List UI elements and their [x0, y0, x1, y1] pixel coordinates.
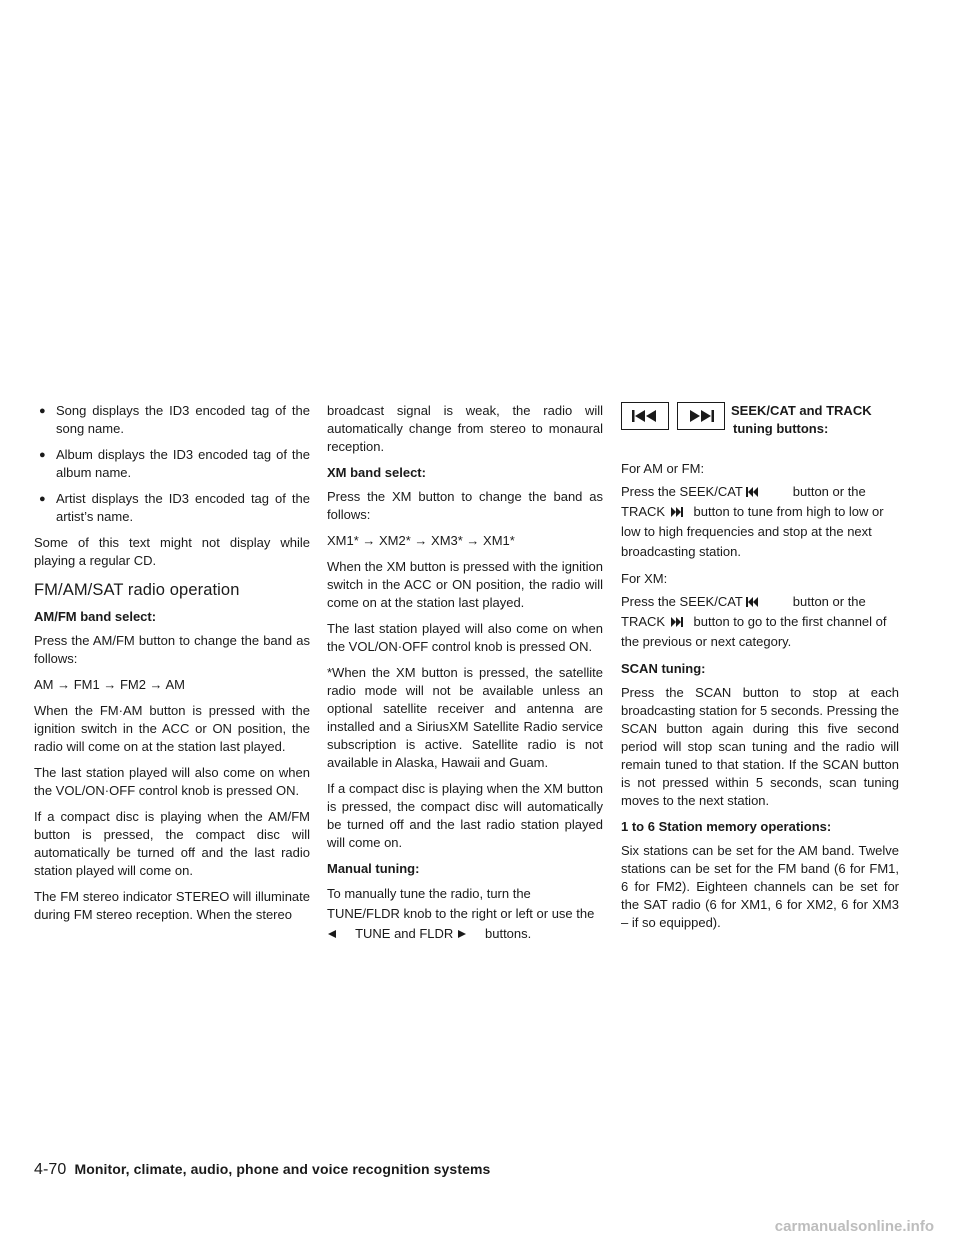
triangle-left-icon — [327, 929, 337, 939]
paragraph-amfm-4: The last station played will also come on when the VOL/ON·OFF control knob is pressed ON. — [34, 765, 310, 798]
track-forward-button-icon — [677, 402, 725, 430]
seek-text-c: button to tune from high to low or low to high frequencies and stop at the next broadcasting station. — [621, 504, 884, 559]
seek-back-button-icon — [621, 402, 669, 430]
track-forward-icon — [669, 507, 683, 517]
track-forward-icon — [669, 617, 683, 627]
seek-track-title — [731, 402, 872, 438]
column-3 — [621, 402, 899, 940]
seek-back-icon — [746, 487, 760, 497]
section-heading-radio: FM/AM/SAT radio operation — [34, 581, 240, 599]
paragraph-amfm-1: Press the AM/FM button to change the band as follows: — [34, 633, 310, 666]
xm-seek-text-b: button or the TRACK — [621, 594, 866, 629]
paragraph-scan: Press the SCAN button to stop at each broadcasting station for 5 seconds. Pressing the SCAN button again during this five second period will stop scan tuning and the radio will remain tuned to that station. If the SCAN button is not pressed within 5 seconds, scan tuning moves to the next station. — [621, 685, 899, 808]
paragraph-memory: Six stations can be set for the AM band. Twelve stations can be set for the FM band (6 for FM1, 6 for FM2). Eighteen channels can be set for the SAT radio (6 for XM1, 6 for XM2, 6 for XM3 – if so equipped). — [621, 843, 899, 930]
page-footer — [34, 1161, 490, 1179]
paragraph-xm-3: When the XM button is pressed with the ignition switch in the ACC or ON position, the radio will come on at the station last played. — [327, 559, 603, 610]
xm-seek-text-c: button to go to the first channel of the previous or next category. — [621, 614, 887, 649]
paragraph-stereo: The FM stereo indicator STEREO will illuminate during FM stereo reception. When the stereo — [34, 889, 310, 922]
seek-title-line-1: SEEK/CAT and TRACK — [731, 403, 872, 418]
subheading-memory: 1 to 6 Station memory operations: — [621, 819, 832, 834]
skip-back-icon — [630, 409, 660, 423]
manual-text-c: buttons. — [485, 926, 532, 941]
bullet-song: ● Song displays the ID3 encoded tag of the song name. — [34, 402, 310, 438]
page-number: 4-70 — [34, 1161, 67, 1178]
paragraph-xm-seek — [621, 592, 899, 652]
paragraph-cd-note: Some of this text might not display while playing a regular CD. — [34, 535, 310, 568]
subheading-scan: SCAN tuning: — [621, 661, 706, 676]
subheading-amfm: AM/FM band select: — [34, 609, 157, 624]
subheading-manual: Manual tuning: — [327, 861, 420, 876]
paragraph-xm-2: XM1* → XM2* → XM3* → XM1* — [327, 533, 515, 548]
paragraph-manual — [327, 884, 603, 944]
bullet-artist: ● Artist displays the ID3 encoded tag of the artist’s name. — [34, 490, 310, 526]
paragraph-amfm-label: For AM or FM: — [621, 461, 705, 476]
seek-track-heading — [621, 402, 899, 442]
seek-text-a: Press the SEEK/CAT — [621, 484, 743, 499]
paragraph-amfm-5: If a compact disc is playing when the AM/FM button is pressed, the compact disc will automatically be turned off and the last radio station played will come on. — [34, 809, 310, 878]
manual-text-a: To manually tune the radio, turn the TUNE/FLDR knob to the right or left or use the — [327, 886, 595, 921]
paragraph-xm-label: For XM: — [621, 571, 668, 586]
paragraph-xm-1: Press the XM button to change the band as follows: — [327, 489, 603, 522]
column-2 — [327, 402, 603, 952]
paragraph-amfm-3: When the FM·AM button is pressed with the ignition switch in the ACC or ON position, the radio will come on at the station last played. — [34, 703, 310, 754]
seek-text-b: button or the TRACK — [621, 484, 866, 519]
paragraph-stereo-cont: broadcast signal is weak, the radio will automatically change from stereo to monaural reception. — [327, 403, 603, 454]
paragraph-amfm-seek — [621, 482, 899, 562]
paragraph-xm-6: If a compact disc is playing when the XM button is pressed, the compact disc will automatically be turned off and the last radio station played will come on. — [327, 781, 603, 850]
paragraph-xm-4: The last station played will also come on when the VOL/ON·OFF control knob is pressed ON. — [327, 621, 603, 654]
paragraph-xm-5: *When the XM button is pressed, the satellite radio mode will not be available unless an optional satellite receiver and antenna are installed and a SiriusXM Satellite Radio service subscription is active. Satellite radio is not available in Alaska, Hawaii and Guam. — [327, 665, 603, 770]
footer-title: Monitor, climate, audio, phone and voice recognition systems — [74, 1161, 491, 1177]
seek-title-line-2: tuning buttons: — [733, 421, 829, 436]
paragraph-amfm-2: AM → FM1 → FM2 → AM — [34, 677, 185, 692]
xm-seek-text-a: Press the SEEK/CAT — [621, 594, 743, 609]
watermark: carmanualsonline.info — [774, 1218, 934, 1235]
column-1 — [34, 402, 310, 932]
seek-back-icon — [746, 597, 760, 607]
manual-text-b: TUNE and FLDR — [355, 926, 454, 941]
triangle-right-icon — [457, 929, 467, 939]
bullet-album: ● Album displays the ID3 encoded tag of the album name. — [34, 446, 310, 482]
skip-forward-icon — [686, 409, 716, 423]
subheading-xm: XM band select: — [327, 465, 426, 480]
